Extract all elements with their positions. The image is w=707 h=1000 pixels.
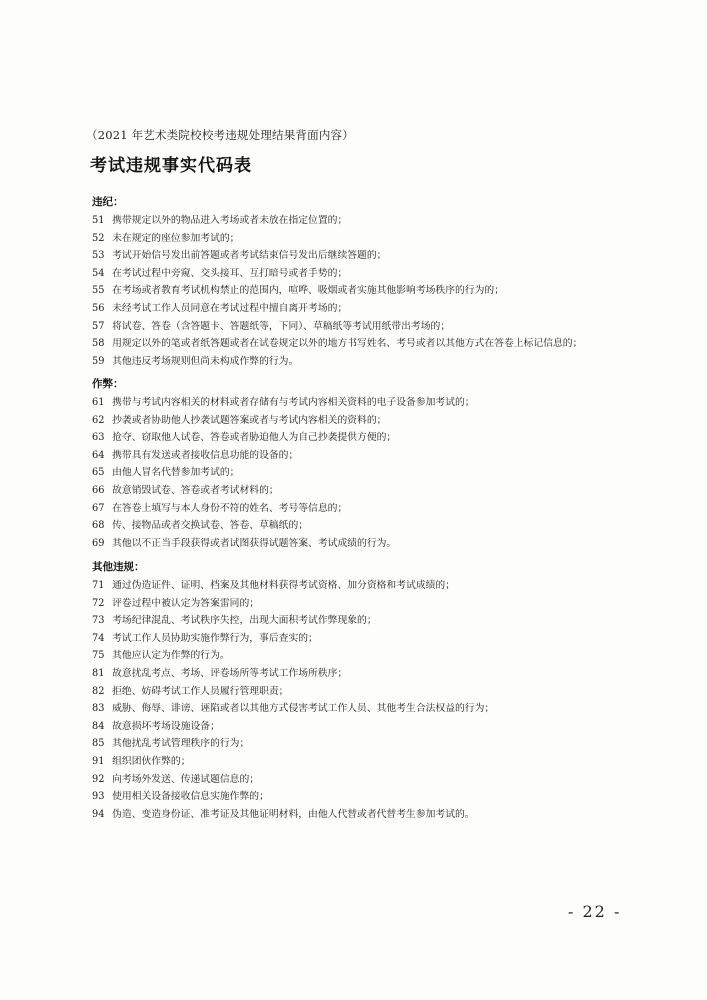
violation-description: 用规定以外的笔或者纸答题或者在试卷规定以外的地方书写姓名、考号或者以其他方式在答卷上标记信息的；	[112, 338, 583, 350]
violation-code: 85	[92, 738, 105, 750]
violation-code: 59	[92, 355, 105, 367]
list-item	[92, 595, 652, 613]
list-item	[92, 500, 652, 518]
violation-code: 82	[92, 685, 105, 697]
list-item	[92, 788, 652, 806]
violation-description: 故意损坏考场设施设备；	[112, 720, 220, 732]
list-item	[92, 612, 652, 630]
page-title: 考试违规事实代码表	[90, 156, 252, 176]
violation-description: 向考场外发送、传递试题信息的；	[112, 773, 260, 785]
violation-description: 组织团伙作弊的；	[112, 755, 191, 767]
violation-description: 由他人冒名代替参加考试的；	[112, 467, 240, 479]
violation-description: 携带规定以外的物品进入考场或者未放在指定位置的；	[112, 215, 348, 226]
item-list	[92, 577, 652, 823]
violation-code: 64	[92, 449, 105, 461]
list-item	[92, 282, 652, 300]
violation-description: 考试开始信号发出前答题或者考试结束信号发出后继续答题的；	[112, 250, 387, 262]
violation-description: 在考试过程中旁窥、交头接耳、互打暗号或者手势的；	[112, 267, 348, 279]
list-item	[92, 753, 652, 771]
violation-description: 伪造、变造身份证、准考证及其他证明材料，由他人代替或者代替考生参加考试的。	[112, 808, 475, 820]
violation-description: 使用相关设备接收信息实施作弊的；	[112, 791, 269, 803]
violation-code: 71	[92, 580, 105, 591]
violation-description: 其他扰乱考试管理秩序的行为；	[112, 738, 250, 750]
list-item	[92, 318, 652, 336]
list-item	[92, 718, 652, 736]
violation-description: 抄袭或者协助他人抄袭试题答案或者与考试内容相关的资料的；	[112, 414, 387, 426]
violation-code: 91	[92, 755, 105, 767]
violation-code: 65	[92, 467, 105, 479]
list-item	[92, 482, 652, 500]
violation-description: 在答卷上填写与本人身份不符的姓名、考号等信息的；	[112, 502, 348, 514]
violation-code: 72	[92, 597, 105, 609]
violation-description: 其他应认定为作弊的行为。	[112, 650, 230, 662]
violation-code: 61	[92, 397, 105, 408]
violation-code: 73	[92, 615, 105, 627]
list-item	[92, 630, 652, 648]
violation-description: 抢夺、窃取他人试卷、答卷或者胁迫他人为自己抄袭提供方便的；	[112, 432, 397, 444]
violation-code: 75	[92, 650, 105, 662]
violation-code: 69	[92, 537, 105, 549]
list-item	[92, 429, 652, 447]
violation-description: 故意销毁试卷、答卷或者考试材料的；	[112, 484, 279, 496]
list-item	[92, 300, 652, 318]
violation-description: 其他以不正当手段获得或者试图获得试题答案、考试成绩的行为。	[112, 537, 397, 549]
list-item	[92, 577, 652, 595]
section-cheating	[92, 377, 652, 552]
list-item	[92, 665, 652, 683]
violation-code: 81	[92, 667, 105, 679]
violation-description: 携带具有发送或者接收信息功能的设备的；	[112, 449, 299, 461]
violation-description: 其他违反考场规则但尚未构成作弊的行为。	[112, 355, 299, 367]
violation-description: 威胁、侮辱、诽谤、诬陷或者以其他方式侵害考试工作人员、其他考生合法权益的行为；	[112, 703, 495, 715]
section-other-violations	[92, 560, 652, 823]
list-item	[92, 647, 652, 665]
violation-code: 74	[92, 632, 105, 644]
list-item	[92, 265, 652, 283]
list-item	[92, 335, 652, 353]
violation-description: 将试卷、答卷（含答题卡、答题纸等，下同）、草稿纸等考试用纸带出考场的；	[112, 320, 451, 332]
violation-code: 52	[92, 232, 105, 244]
section-heading: 其他违规：	[92, 561, 145, 573]
violation-code: 84	[92, 720, 105, 732]
section-discipline-violations	[92, 195, 652, 370]
violation-description: 未在规定的座位参加考试的；	[112, 232, 240, 244]
violation-description: 故意扰乱考点、考场、评卷场所等考试工作场所秩序；	[112, 667, 348, 679]
item-list	[92, 394, 652, 552]
violation-code: 68	[92, 520, 105, 532]
list-item	[92, 771, 652, 789]
violation-code: 83	[92, 703, 105, 715]
violation-description: 携带与考试内容相关的材料或者存储有与考试内容相关资料的电子设备参加考试的；	[112, 397, 475, 408]
violation-code: 58	[92, 338, 105, 350]
section-heading: 违纪：	[92, 196, 124, 208]
list-item	[92, 517, 652, 535]
violation-code: 53	[92, 250, 105, 262]
page-number: - 22 -	[568, 902, 622, 921]
violation-code: 67	[92, 502, 105, 514]
violation-description: 评卷过程中被认定为答案雷同的；	[112, 597, 260, 609]
list-item	[92, 683, 652, 701]
section-heading: 作弊：	[92, 378, 124, 390]
violation-code: 55	[92, 285, 105, 297]
list-item	[92, 212, 652, 230]
violation-description: 通过伪造证件、证明、档案及其他材料获得考试资格、加分资格和考试成绩的；	[112, 580, 456, 591]
violation-code: 94	[92, 808, 105, 820]
list-item	[92, 412, 652, 430]
violation-description: 考试工作人员协助实施作弊行为，事后查实的；	[112, 632, 318, 644]
violation-code: 92	[92, 773, 105, 785]
violation-code: 62	[92, 414, 105, 426]
list-item	[92, 806, 652, 824]
violation-code: 57	[92, 320, 105, 332]
violation-code: 54	[92, 267, 105, 279]
list-item	[92, 447, 652, 465]
violation-description: 在考场或者教育考试机构禁止的范围内，喧哗、吸烟或者实施其他影响考场秩序的行为的；	[112, 285, 504, 297]
list-item	[92, 735, 652, 753]
violation-code: 51	[92, 215, 105, 226]
violation-description: 传、接物品或者交换试卷、答卷、草稿纸的；	[112, 520, 309, 532]
list-item	[92, 394, 652, 412]
violation-description: 考场纪律混乱、考试秩序失控，出现大面积考试作弊现象的；	[112, 615, 377, 627]
list-item	[92, 230, 652, 248]
violation-description: 拒绝、妨碍考试工作人员履行管理职责；	[112, 685, 289, 697]
list-item	[92, 353, 652, 371]
list-item	[92, 464, 652, 482]
violation-code: 93	[92, 791, 105, 803]
list-item	[92, 700, 652, 718]
violation-code: 66	[92, 484, 105, 496]
document-subtitle: （2021 年艺术类院校校考违规处理结果背面内容）	[86, 128, 354, 142]
violation-code: 56	[92, 302, 105, 314]
list-item	[92, 535, 652, 553]
violation-description: 未经考试工作人员同意在考试过程中擅自离开考场的；	[112, 302, 348, 314]
item-list	[92, 212, 652, 370]
violation-code: 63	[92, 432, 105, 444]
list-item	[92, 247, 652, 265]
